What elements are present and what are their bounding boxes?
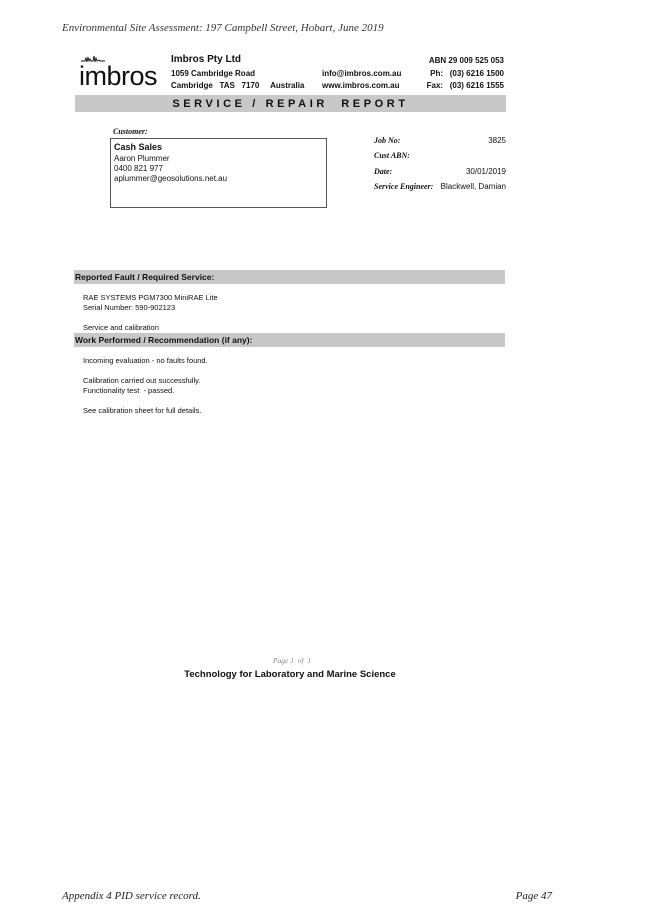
company-tagline: Technology for Laboratory and Marine Science (184, 669, 396, 680)
report-header: Environmental Site Assessment: 197 Campbell Street, Hobart, June 2019 (62, 22, 384, 34)
company-website: www.imbros.com.au (322, 81, 400, 90)
fault-service-request: Service and calibration (83, 323, 159, 332)
company-address-line1: 1059 Cambridge Road (171, 69, 256, 78)
date-label: Date: (374, 167, 393, 176)
work-line-functionality: Functionality test - passed. (83, 386, 175, 395)
company-email: info@imbros.com.au (322, 69, 402, 78)
company-address-line2: Cambridge TAS 7170 Australia (171, 81, 305, 90)
fault-device: RAE SYSTEMS PGM7300 MiniRAE Lite (83, 293, 218, 302)
work-line-calibration: Calibration carried out successfully. (83, 376, 201, 385)
job-number-value: 3825 (488, 136, 506, 145)
company-name: Imbros Pty Ltd (171, 54, 242, 65)
customer-name: Cash Sales (114, 142, 163, 152)
page-indicator: Page 1 of 1 (273, 656, 312, 665)
reported-fault-heading: Reported Fault / Required Service: (74, 270, 505, 284)
company-abn: ABN 29 009 525 053 (428, 56, 504, 65)
service-engineer-value: Blackwell, Damian (440, 182, 506, 191)
work-line-evaluation: Incoming evaluation - no faults found. (83, 356, 208, 365)
customer-label: Customer: (113, 127, 148, 136)
company-phone: Ph: (03) 6216 1500 (430, 69, 504, 78)
customer-phone: 0400 821 977 (114, 164, 163, 173)
work-line-see-sheet: See calibration sheet for full details. (83, 406, 202, 415)
work-performed-heading: Work Performed / Recommendation (if any): (74, 333, 505, 347)
job-number-label: Job No: (374, 136, 401, 145)
customer-email: aplummer@geosolutions.net.au (114, 174, 228, 183)
date-value: 30/01/2019 (465, 167, 506, 176)
customer-contact: Aaron Plummer (114, 154, 170, 163)
imbros-logo (79, 55, 158, 91)
customer-abn-label: Cust ABN: (374, 151, 410, 160)
footer-page-number: Page 47 (515, 890, 552, 902)
fault-serial-number: Serial Number: 590-902123 (83, 303, 176, 312)
customer-box (110, 138, 327, 208)
logo-text: imbros (79, 61, 158, 91)
footer-appendix-note: Appendix 4 PID service record. (62, 890, 201, 902)
report-title: SERVICE / REPAIR REPORT (75, 95, 506, 112)
company-fax: Fax: (03) 6216 1555 (426, 81, 504, 90)
service-engineer-label: Service Engineer: (374, 182, 434, 191)
